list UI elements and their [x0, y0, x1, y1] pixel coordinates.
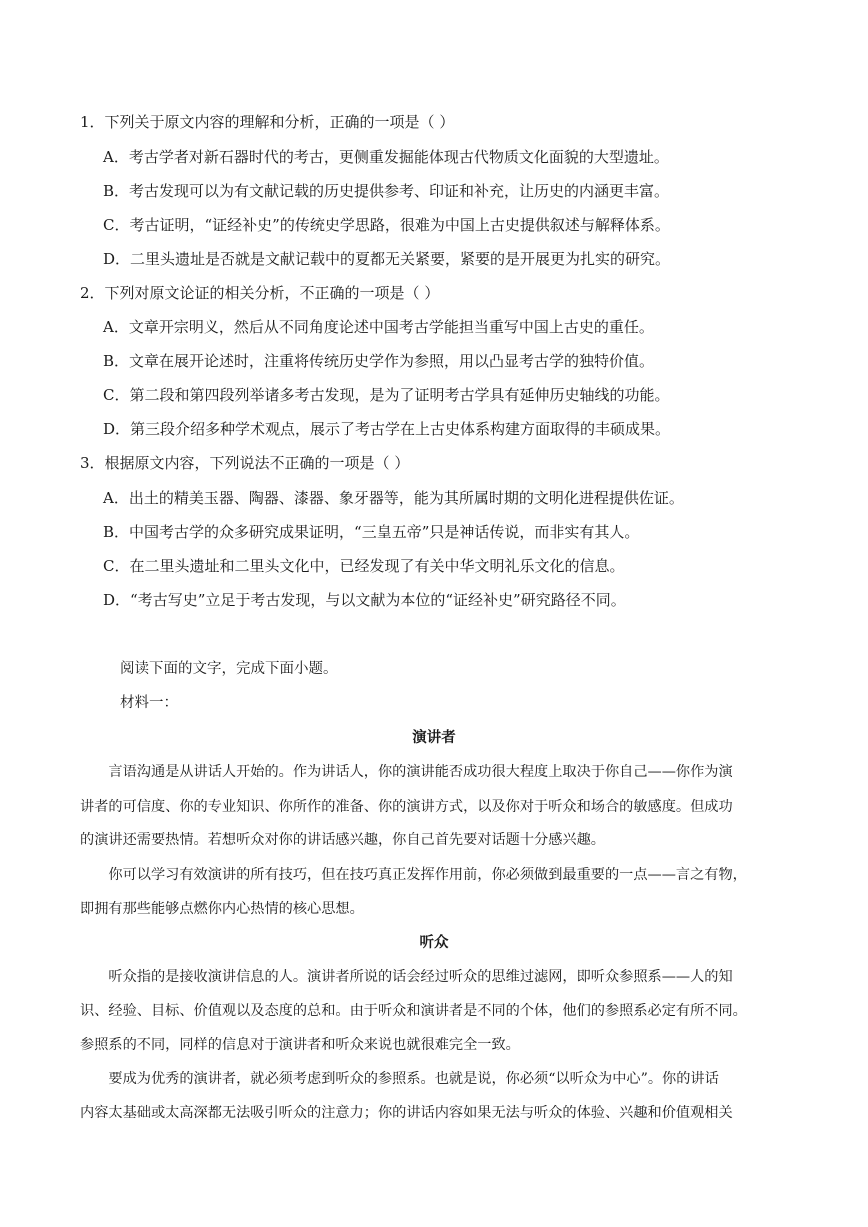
paragraph-line: 言语沟通是从讲话人开始的。作为讲话人，你的演讲能否成功很大程度上取决于你自己——你作为演	[80, 764, 733, 780]
paragraph-line: 识、经验、目标、价值观以及态度的总和。由于听众和演讲者是不同的个体，他们的参照系必定有所不同。	[80, 1003, 747, 1019]
paragraph-line: 你可以学习有效演讲的所有技巧，但在技巧真正发挥作用前，你必须做到最重要的一点——言之有物，	[80, 867, 747, 883]
question-2-option-d: D．第三段介绍多种学术观点，展示了考古学在上古史体系构建方面取得的丰硕成果。	[103, 420, 671, 438]
question-2-option-a: A．文章开宗明义，然后从不同角度论述中国考古学能担当重写中国上古史的重任。	[103, 318, 654, 336]
paragraph-line: 参照系的不同，同样的信息对于演讲者和听众来说也就很难完全一致。	[80, 1037, 520, 1053]
question-1-option-b: B．考古发现可以为有文献记载的历史提供参考、印证和补充，让历史的内涵更丰富。	[103, 182, 670, 200]
question-2-option-c: C．第二段和第四段列举诸多考古发现，是为了证明考古学具有延伸历史轴线的功能。	[103, 386, 670, 404]
paragraph-line: 讲者的可信度、你的专业知识、你所作的准备、你的演讲方式，以及你对于听众和场合的敏感度。但成功	[80, 799, 733, 815]
paragraph-line: 听众指的是接收演讲信息的人。演讲者所说的话会经过听众的思维过滤网，即听众参照系——人的知	[80, 969, 733, 985]
paragraph-line: 即拥有那些能够点燃你内心热情的核心思想。	[80, 901, 364, 917]
question-2-stem: 2．下列对原文论证的相关分析，不正确的一项是（ ）	[80, 284, 440, 302]
question-1-option-c: C．考古证明，“证经补史”的传统史学思路，很难为中国上古史提供叙述与解释体系。	[103, 216, 670, 234]
section-heading-audience: 听众	[419, 934, 449, 951]
question-1-option-d: D．二里头遗址是否就是文献记载中的夏都无关紧要，紧要的是开展更为扎实的研究。	[103, 250, 671, 268]
question-1-option-a: A．考古学者对新石器时代的考古，更侧重发掘能体现古代物质文化面貌的大型遗址。	[103, 148, 669, 166]
material-label: 材料一：	[120, 695, 178, 711]
reading-instruction: 阅读下面的文字，完成下面小题。	[120, 661, 338, 677]
question-1-stem: 1．下列关于原文内容的理解和分析，正确的一项是（ ）	[80, 113, 455, 131]
paragraph-line: 要成为优秀的演讲者，就必须考虑到听众的参照系。也就是说，你必须“以听众为中心”。你的讲话	[80, 1071, 719, 1087]
section-heading-speaker: 演讲者	[412, 729, 456, 746]
paragraph-line: 内容太基础或太高深都无法吸引听众的注意力；你的讲话内容如果无法与听众的体验、兴趣和价值观相关	[80, 1105, 733, 1121]
question-2-option-b: B．文章在展开论述时，注重将传统历史学作为参照，用以凸显考古学的独特价值。	[103, 352, 655, 370]
paragraph-line: 的演讲还需要热情。若想听众对你的讲话感兴趣，你自己首先要对话题十分感兴趣。	[80, 832, 605, 848]
question-3-option-d: D．“考古写史”立足于考古发现，与以文献为本位的“证经补史”研究路径不同。	[103, 591, 626, 609]
question-3-option-b: B．中国考古学的众多研究成果证明，“三皇五帝”只是神话传说，而非实有其人。	[103, 523, 640, 541]
question-3-option-a: A．出土的精美玉器、陶器、漆器、象牙器等，能为其所属时期的文明化进程提供佐证。	[103, 489, 684, 507]
question-3-stem: 3．根据原文内容，下列说法不正确的一项是（ ）	[80, 454, 410, 472]
question-3-option-c: C．在二里头遗址和二里头文化中，已经发现了有关中华文明礼乐文化的信息。	[103, 557, 625, 575]
